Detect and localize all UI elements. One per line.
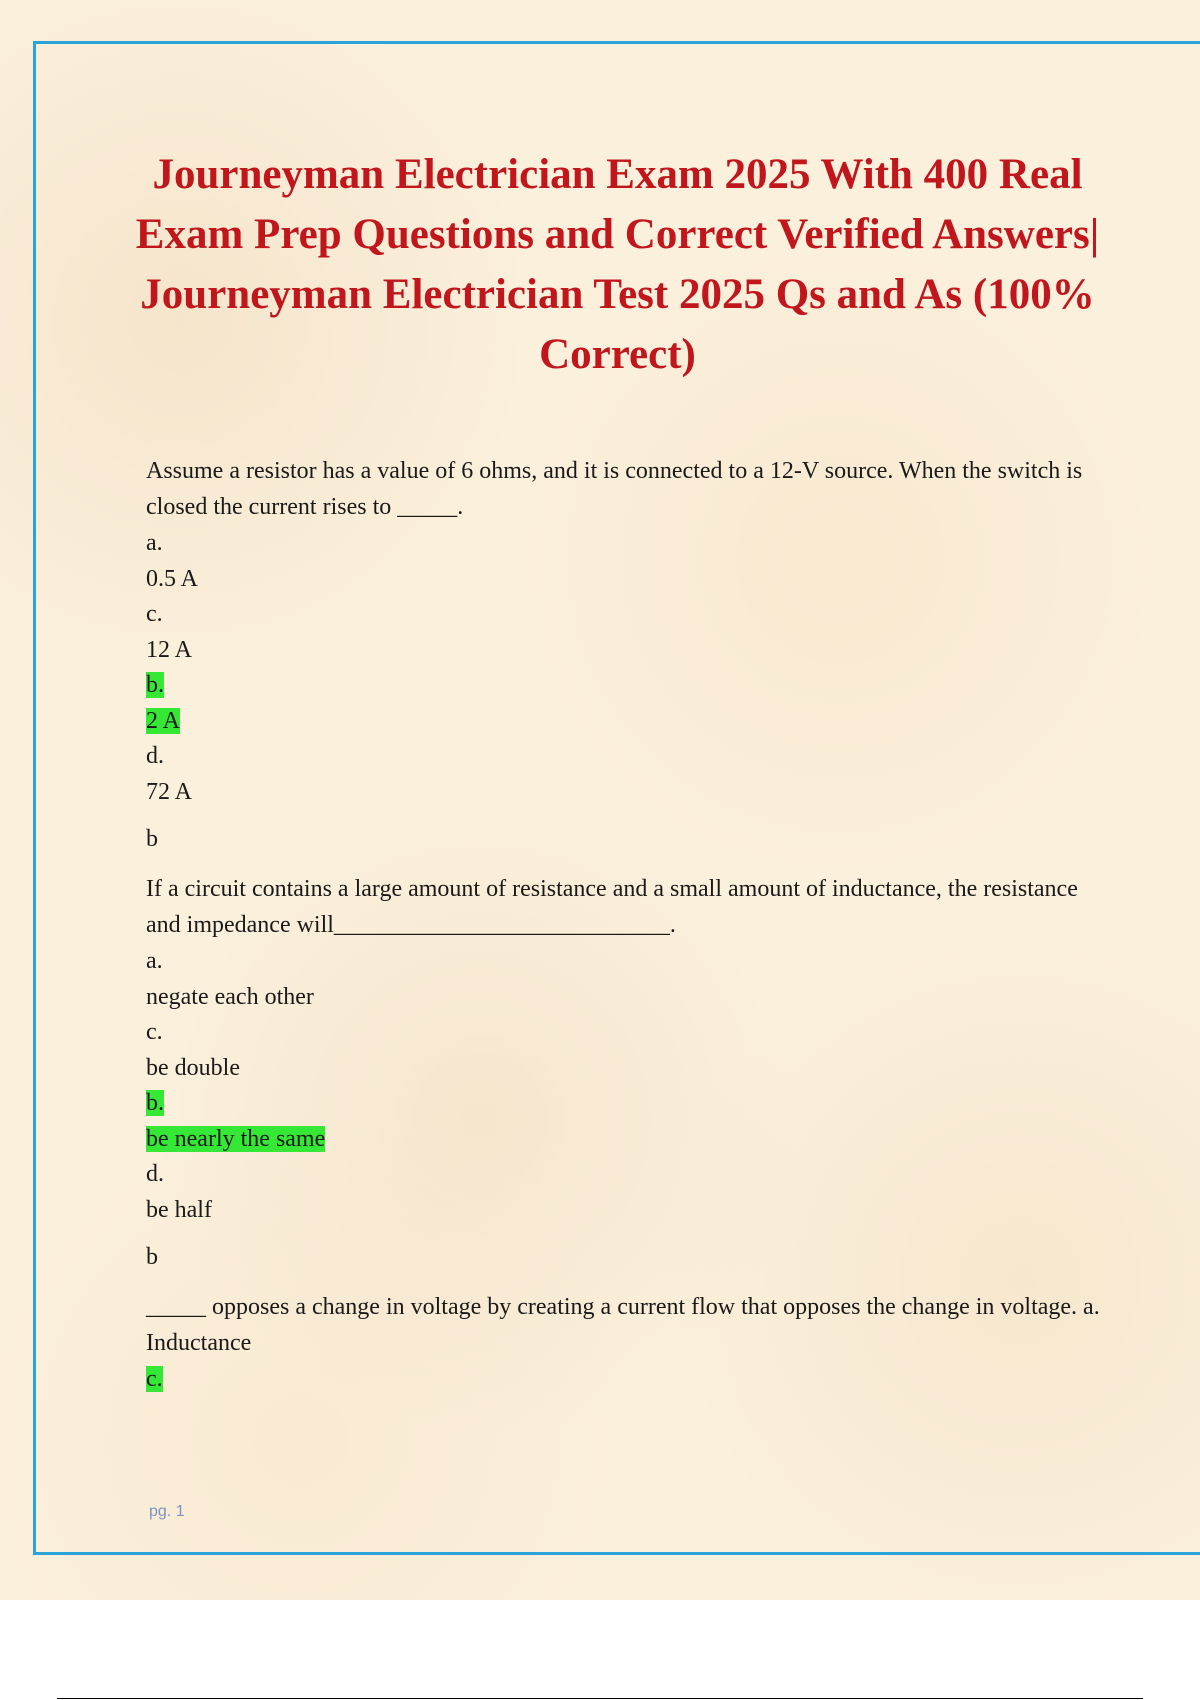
footer-divider [57,1698,1143,1699]
document-title: Journeyman Electrician Exam 2025 With 400 Real Exam Prep Questions and Correct Verified Answers| Journeyman Electrician Test 2025 Qs and As (100% Correct) [135,151,1100,378]
question-list [146,453,1106,1396]
option-letter: c. [146,601,163,627]
answer-key: b [146,1244,158,1270]
option-letter-correct: b. [146,1090,164,1116]
option-letter-correct: c. [146,1365,163,1392]
option-text-correct: be nearly the same [146,1125,326,1152]
option-letter: c. [146,1019,163,1045]
option-letter: a. [146,530,163,556]
option-text: 0.5 A [146,565,199,592]
option-letter-correct: b. [146,672,164,698]
option-text-correct: 2 A [146,707,181,734]
question-text: _____ opposes a change in voltage by creating a current flow that opposes the change in voltage. a. [146,1294,1100,1320]
question-text: Assume a resistor has a value of 6 ohms, and it is connected to a 12-V source. When the switch is closed the current rises to _____. [146,458,1083,520]
option-letter: a. [146,948,163,974]
option-letter: d. [146,1161,164,1187]
option-text: 12 A [146,636,193,663]
question-text: If a circuit contains a large amount of resistance and a small amount of inductance, the resistance and impedance will____________________________. [146,876,1078,938]
option-letter: d. [146,743,164,769]
option-text: be half [146,1196,212,1223]
option-text: Inductance [146,1330,252,1356]
option-text: 72 A [146,778,193,805]
option-text: negate each other [146,983,314,1010]
page-number: pg. 1 [149,1503,185,1520]
answer-key: b [146,826,158,852]
option-text: be double [146,1054,240,1081]
